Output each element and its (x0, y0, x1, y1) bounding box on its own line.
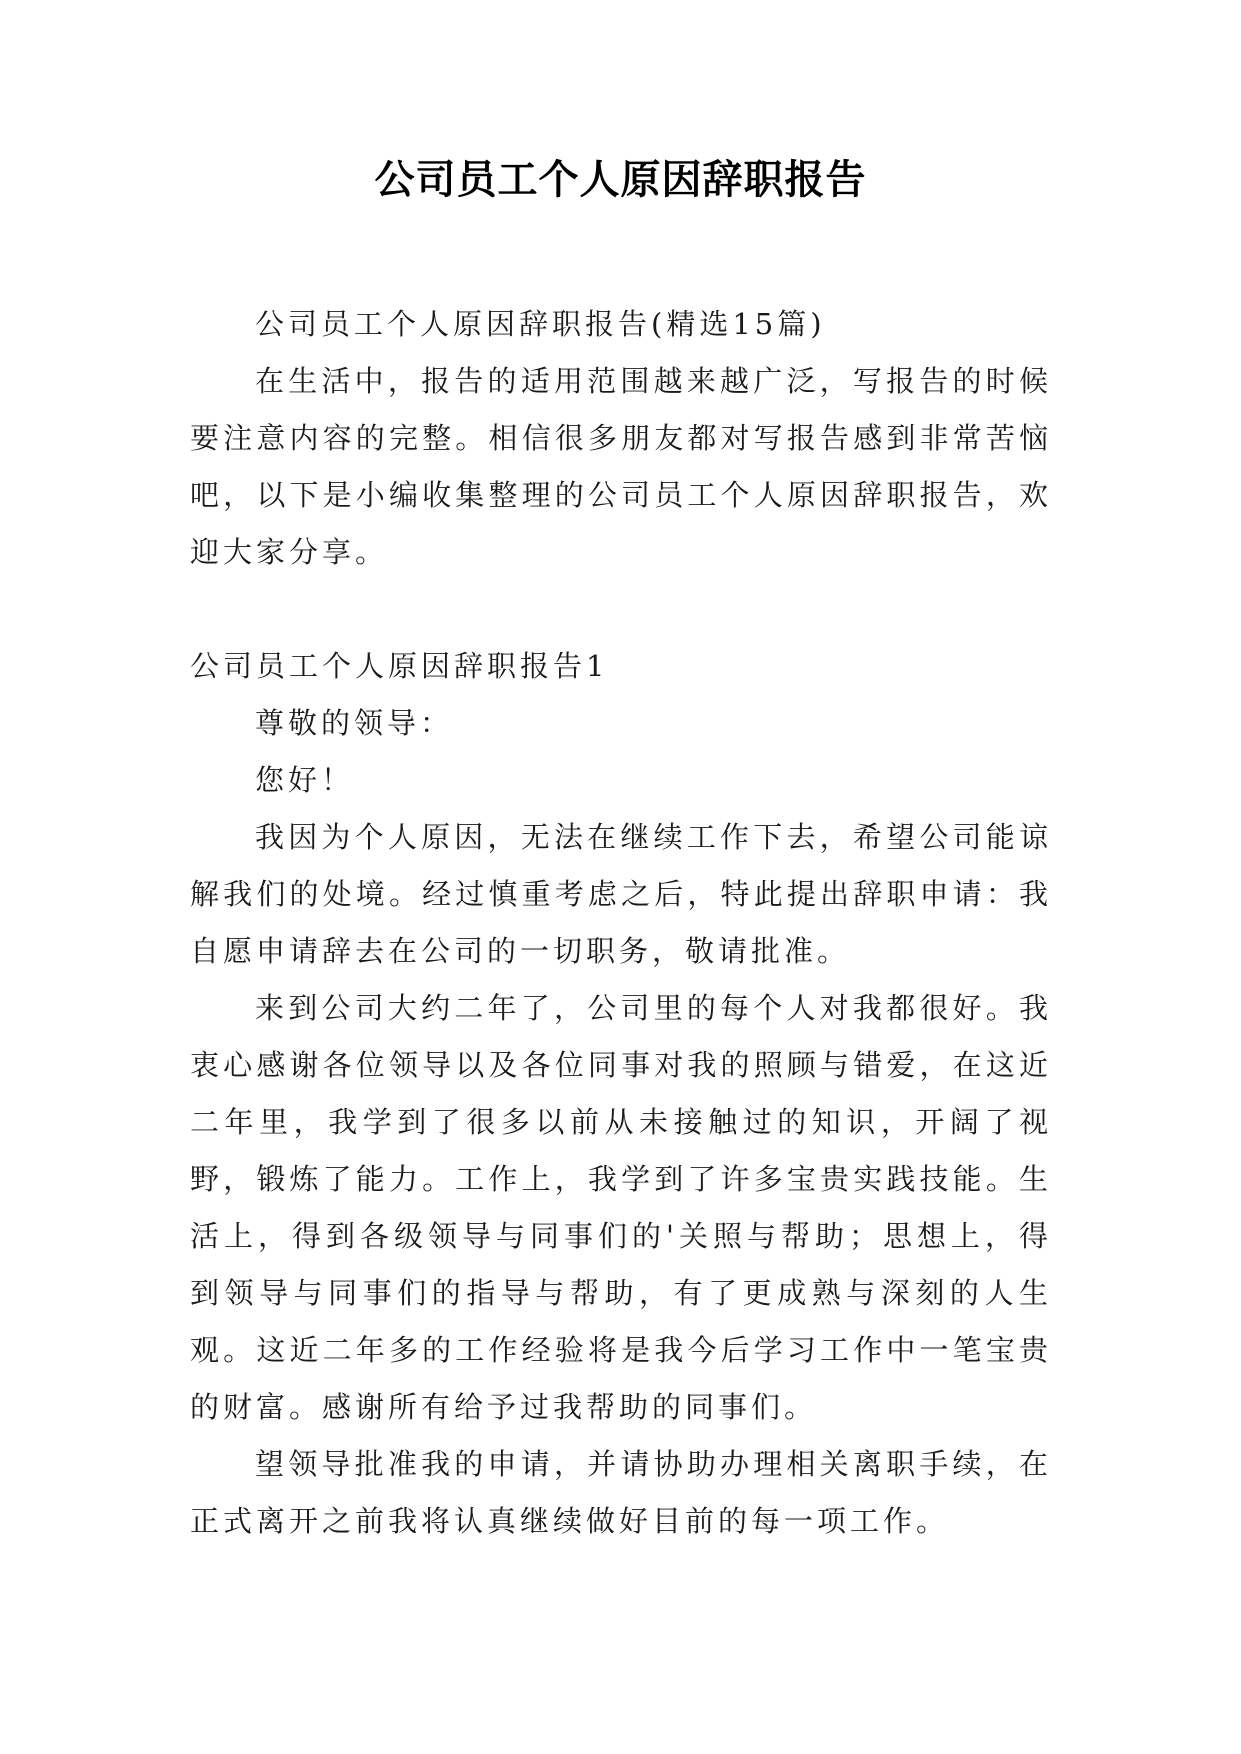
salutation: 尊敬的领导： (255, 706, 454, 740)
document-title: 公司员工个人原因辞职报告 (374, 157, 867, 203)
paragraph-spacer (190, 581, 1052, 638)
body-paragraph: 来到公司大约二年了，公司里的每个人对我都很好。我衷心感谢各位领导以及各位同事对我的照顾与错爱，在这近二年里，我学到了很多以前从未接触过的知识，开阔了视野，锻炼了能力。工作上，我学到了许多宝贵实践技能。生活上，得到各级领导与同事们的'关照与帮助；思想上，得到领导与同事们的指导与帮助，有了更成熟与深刻的人生观。这近二年多的工作经验将是我今后学习工作中一笔宝贵的财富。感谢所有给予过我帮助的同事们。 (190, 991, 1052, 1424)
body-paragraph: 我因为个人原因，无法在继续工作下去，希望公司能谅解我们的处境。经过慎重考虑之后，特此提出辞职申请：我自愿申请辞去在公司的一切职务，敬请批准。 (190, 820, 1052, 968)
greeting: 您好！ (255, 763, 355, 797)
document-subtitle: 公司员工个人原因辞职报告(精选15篇) (255, 307, 826, 341)
intro-paragraph: 在生活中，报告的适用范围越来越广泛，写报告的时候要注意内容的完整。相信很多朋友都对写报告感到非常苦恼吧，以下是小编收集整理的公司员工个人原因辞职报告，欢迎大家分享。 (190, 364, 1052, 569)
section-heading: 公司员工个人原因辞职报告1 (190, 649, 609, 683)
body-paragraph: 望领导批准我的申请，并请协助办理相关离职手续，在正式离开之前我将认真继续做好目前的每一项工作。 (190, 1447, 1052, 1538)
document-body (190, 296, 1052, 1550)
